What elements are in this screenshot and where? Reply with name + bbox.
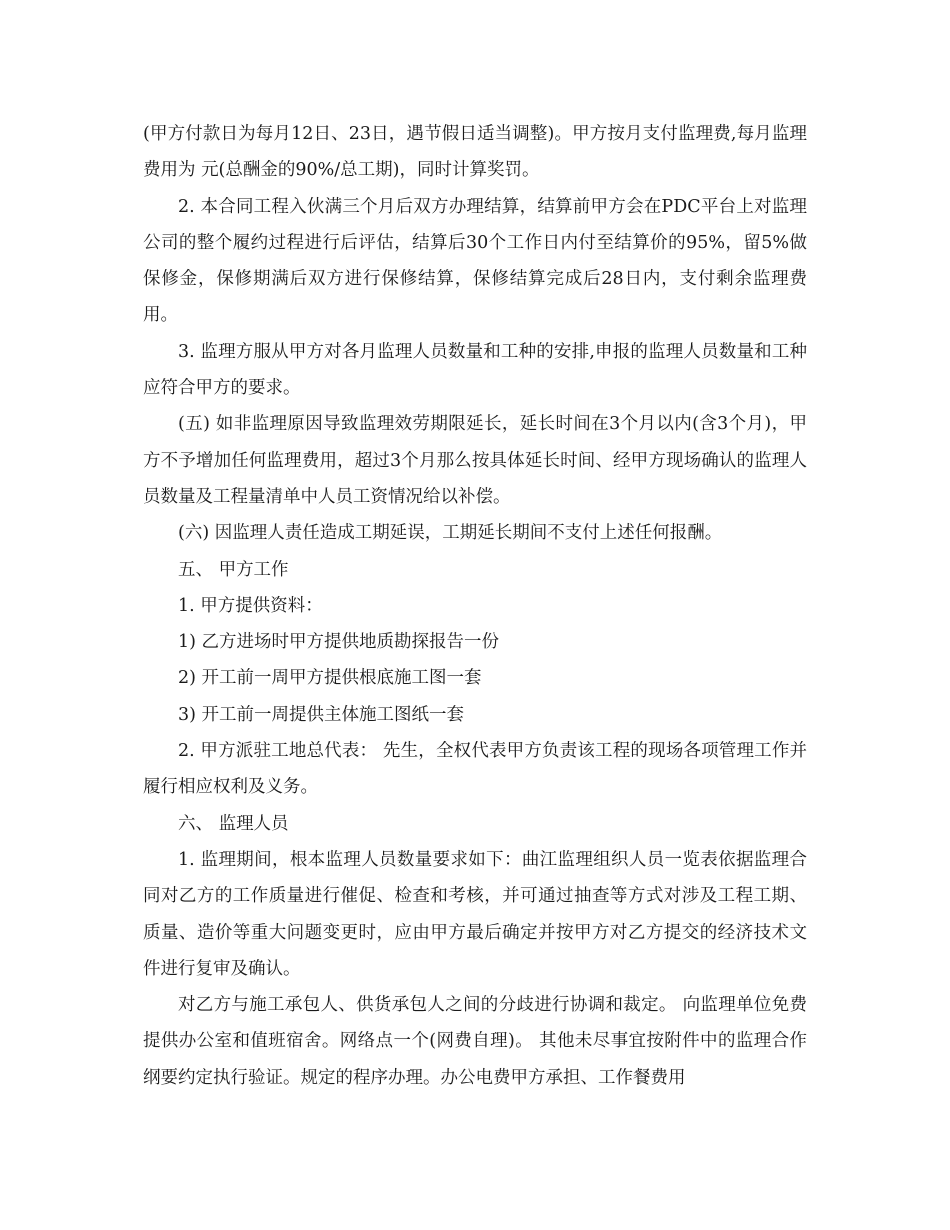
delay-liability-clause: (六) 因监理人责任造成工期延误，工期延长期间不支付上述任何报酬。: [178, 523, 723, 544]
section-heading-party-a-work: 五、 甲方工作: [178, 559, 289, 580]
section-heading-supervision-staff: 六、 监理人员: [178, 813, 289, 834]
site-representative-clause: 2. 甲方派驻工地总代表： 先生，全权代表甲方负责该工程的现场各项管理工作并履行相应权利及义务。: [143, 741, 807, 798]
settlement-clause: 2. 本合同工程入伙满三个月后双方办理结算，结算前甲方会在PDC平台上对监理公司的整个履约过程进行后评估，结算后30个工作日内付至结算价的95%，留5%做保修金，保修期满后双方进行保修结算，保修结算完成后28日内，支付剩余监理费用。: [143, 196, 807, 326]
list-item-geology-report: 1) 乙方进场时甲方提供地质勘探报告一份: [178, 632, 500, 653]
service-extension-clause: (五) 如非监理原因导致监理效劳期限延长，延长时间在3个月以内(含3个月)，甲方不予增加任何监理费用，超过3个月那么按具体延长时间、经甲方现场确认的监理人员数量及工程量清单中人员工资情况给以补偿。: [143, 414, 807, 507]
coordination-clause: 对乙方与施工承包人、供货承包人之间的分歧进行协调和裁定。 向监理单位免费提供办公室和值班宿舍。网络点一个(网费自理)。 其他未尽事宜按附件中的监理合作纲要约定执行验证。规定的程序办理。办公电费甲方承担、工作餐费用: [143, 995, 807, 1088]
staff-requirements-clause: 1. 监理期间，根本监理人员数量要求如下：曲江监理组织人员一览表依据监理合同对乙方的工作质量进行催促、检查和考核，并可通过抽查等方式对涉及工程工期、质量、造价等重大问题变更时，应由甲方最后确定并按甲方对乙方提交的经济技术文件进行复审及确认。: [143, 849, 807, 979]
list-item-foundation-drawings: 2) 开工前一周甲方提供根底施工图一套: [178, 668, 482, 689]
payment-schedule-paragraph: (甲方付款日为每月12日、23日，遇节假日适当调整)。甲方按月支付监理费,每月监理费用为 元(总酬金的90%/总工期)，同时计算奖罚。: [143, 124, 807, 181]
document-body: [143, 116, 807, 1096]
materials-provided-item: 1. 甲方提供资料：: [178, 595, 323, 616]
list-item-main-drawings: 3) 开工前一周提供主体施工图纸一套: [178, 704, 465, 725]
staffing-arrangement-clause: 3. 监理方服从甲方对各月监理人员数量和工种的安排,申报的监理人员数量和工种应符合甲方的要求。: [143, 341, 807, 399]
